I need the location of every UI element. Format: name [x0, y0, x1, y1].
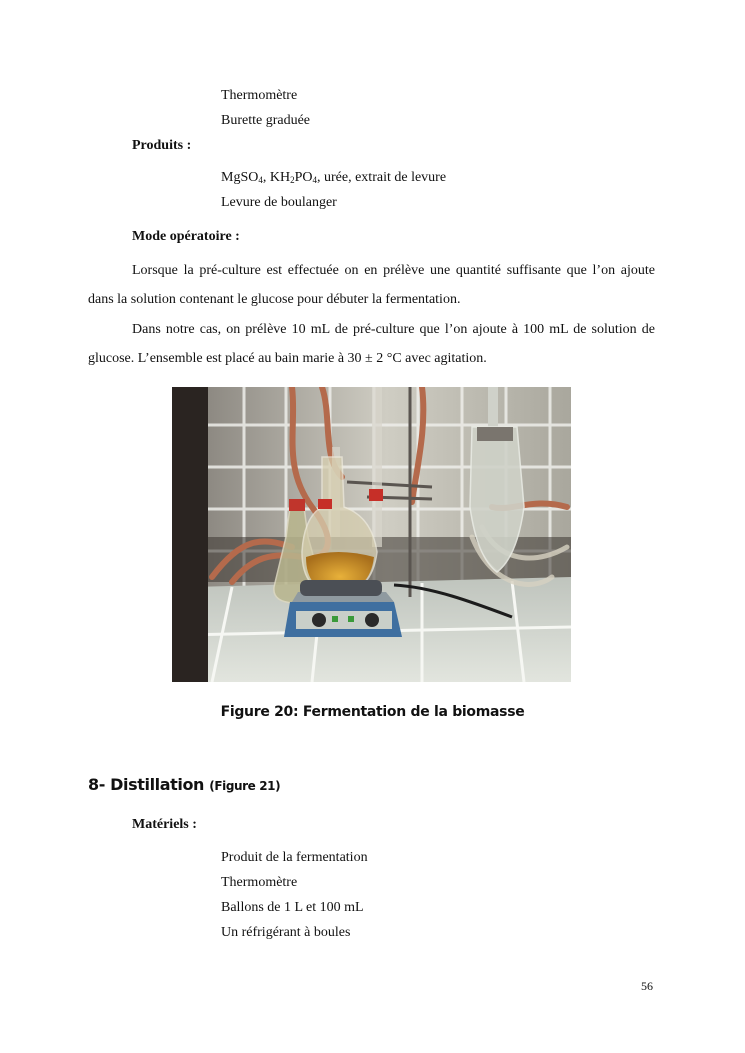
fermentation-photo-drawing	[172, 387, 571, 682]
list-item: Thermomètre	[221, 88, 298, 103]
list-item: Thermomètre	[221, 875, 298, 890]
list-item: Ballons de 1 L et 100 mL	[221, 900, 364, 915]
mode-heading: Mode opératoire :	[132, 229, 240, 244]
list-item: Burette graduée	[221, 113, 311, 128]
produits-line-2: Levure de boulanger	[221, 195, 337, 210]
produits-line-1: MgSO$_4$, $KH_2PO_4$, urée, extrait de levure	[221, 170, 447, 185]
paragraph-1: Lorsque la pré-culture est effectuée on en prélève une quantité suffisante que l’on ajoute dans la solution contenant le glucose pour débuter la fermentation.	[88, 263, 655, 307]
section-title: 8- Distillation	[88, 775, 205, 794]
list-item: Produit de la fermentation	[221, 850, 368, 865]
section-figure-ref: (Figure 21)	[209, 779, 281, 793]
produits-heading: Produits :	[132, 138, 192, 153]
figure-caption: Figure 20: Fermentation de la biomasse	[220, 704, 525, 720]
section-heading	[88, 775, 280, 794]
page-number: 56	[641, 979, 653, 993]
list-item: Un réfrigérant à boules	[221, 925, 351, 940]
fermentation-photo	[172, 387, 571, 682]
paragraph-2: Dans notre cas, on prélève 10 mL de pré-culture que l’on ajoute à 100 mL de solution de glucose. L’ensemble est placé au bain marie à 30 ± 2 °C avec agitation.	[88, 322, 655, 366]
materiels-heading: Matériels :	[132, 817, 197, 832]
